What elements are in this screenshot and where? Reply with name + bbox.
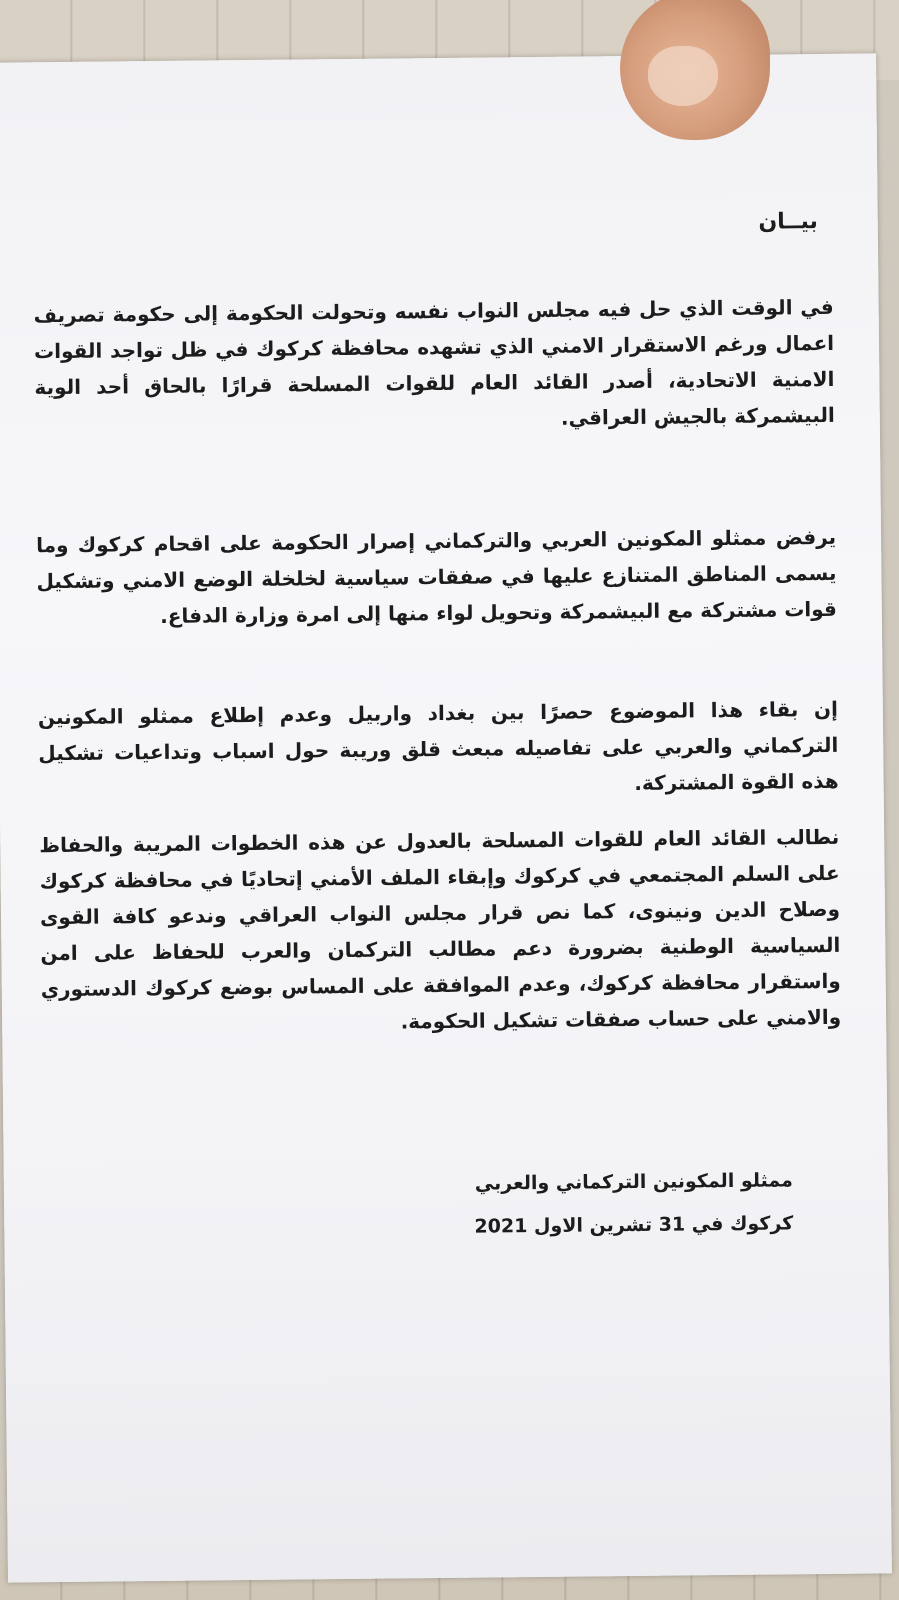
statement-paragraph-4: نطالب القائد العام للقوات المسلحة بالعدول عن هذه الخطوات المريبة والحفاظ على السلم المجتمعي في كركوك وإبقاء الملف الأمني إتحاديًا في محافظة كركوك وصلاح الدين ونينوى، كما نص قرار مجلس النواب العراقي وندعو كافة القوى السياسية الوطنية بضرورة دعم مطالب التركمان والعرب للحفاظ على امن واستقرار محافظة كركوك، وعدم الموافقة على المساس بوضع كركوك الدستوري والامني على حساب صفقات تشكيل الحكومة. bbox=[39, 824, 842, 1034]
date-line: كركوك في 31 تشرين الاول 2021 bbox=[474, 1212, 794, 1238]
statement-paragraph-2: يرفض ممثلو المكونين العربي والتركماني إصرار الحكومة على اقحام كركوك وما يسمى المناطق المتنازع عليها في صفقات سياسية لخلخلة الوضع الامني وتشكيل قوات مشتركة مع البيشمركة وتحويل لواء منها إلى امرة وزارة الدفاع. bbox=[35, 524, 837, 628]
statement-title: بيــان bbox=[758, 209, 818, 235]
signature-line: ممثلو المكونين التركماني والعربي bbox=[474, 1169, 793, 1195]
paper-sheet bbox=[0, 53, 892, 1582]
statement-document bbox=[0, 53, 892, 1582]
thumbnail-nail bbox=[648, 46, 718, 106]
statement-paragraph-1: في الوقت الذي حل فيه مجلس النواب نفسه وتحولت الحكومة إلى حكومة تصريف اعمال ورغم الاستقرار الامني الذي تشهده محافظة كركوك في ظل تواجد القوات الامنية الاتحادية، أصدر القائد العام للقوات المسلحة قرارًا بالحاق أحد الوية البيشمركة بالجيش العراقي. bbox=[33, 294, 835, 430]
statement-paragraph-3: إن بقاء هذا الموضوع حصرًا بين بغداد واربيل وعدم إطلاع ممثلو المكونين التركماني والعربي على تفاصيله مبعث قلق وريبة حول اسباب وتداعيات تشكيل هذه القوة المشتركة. bbox=[37, 696, 839, 795]
